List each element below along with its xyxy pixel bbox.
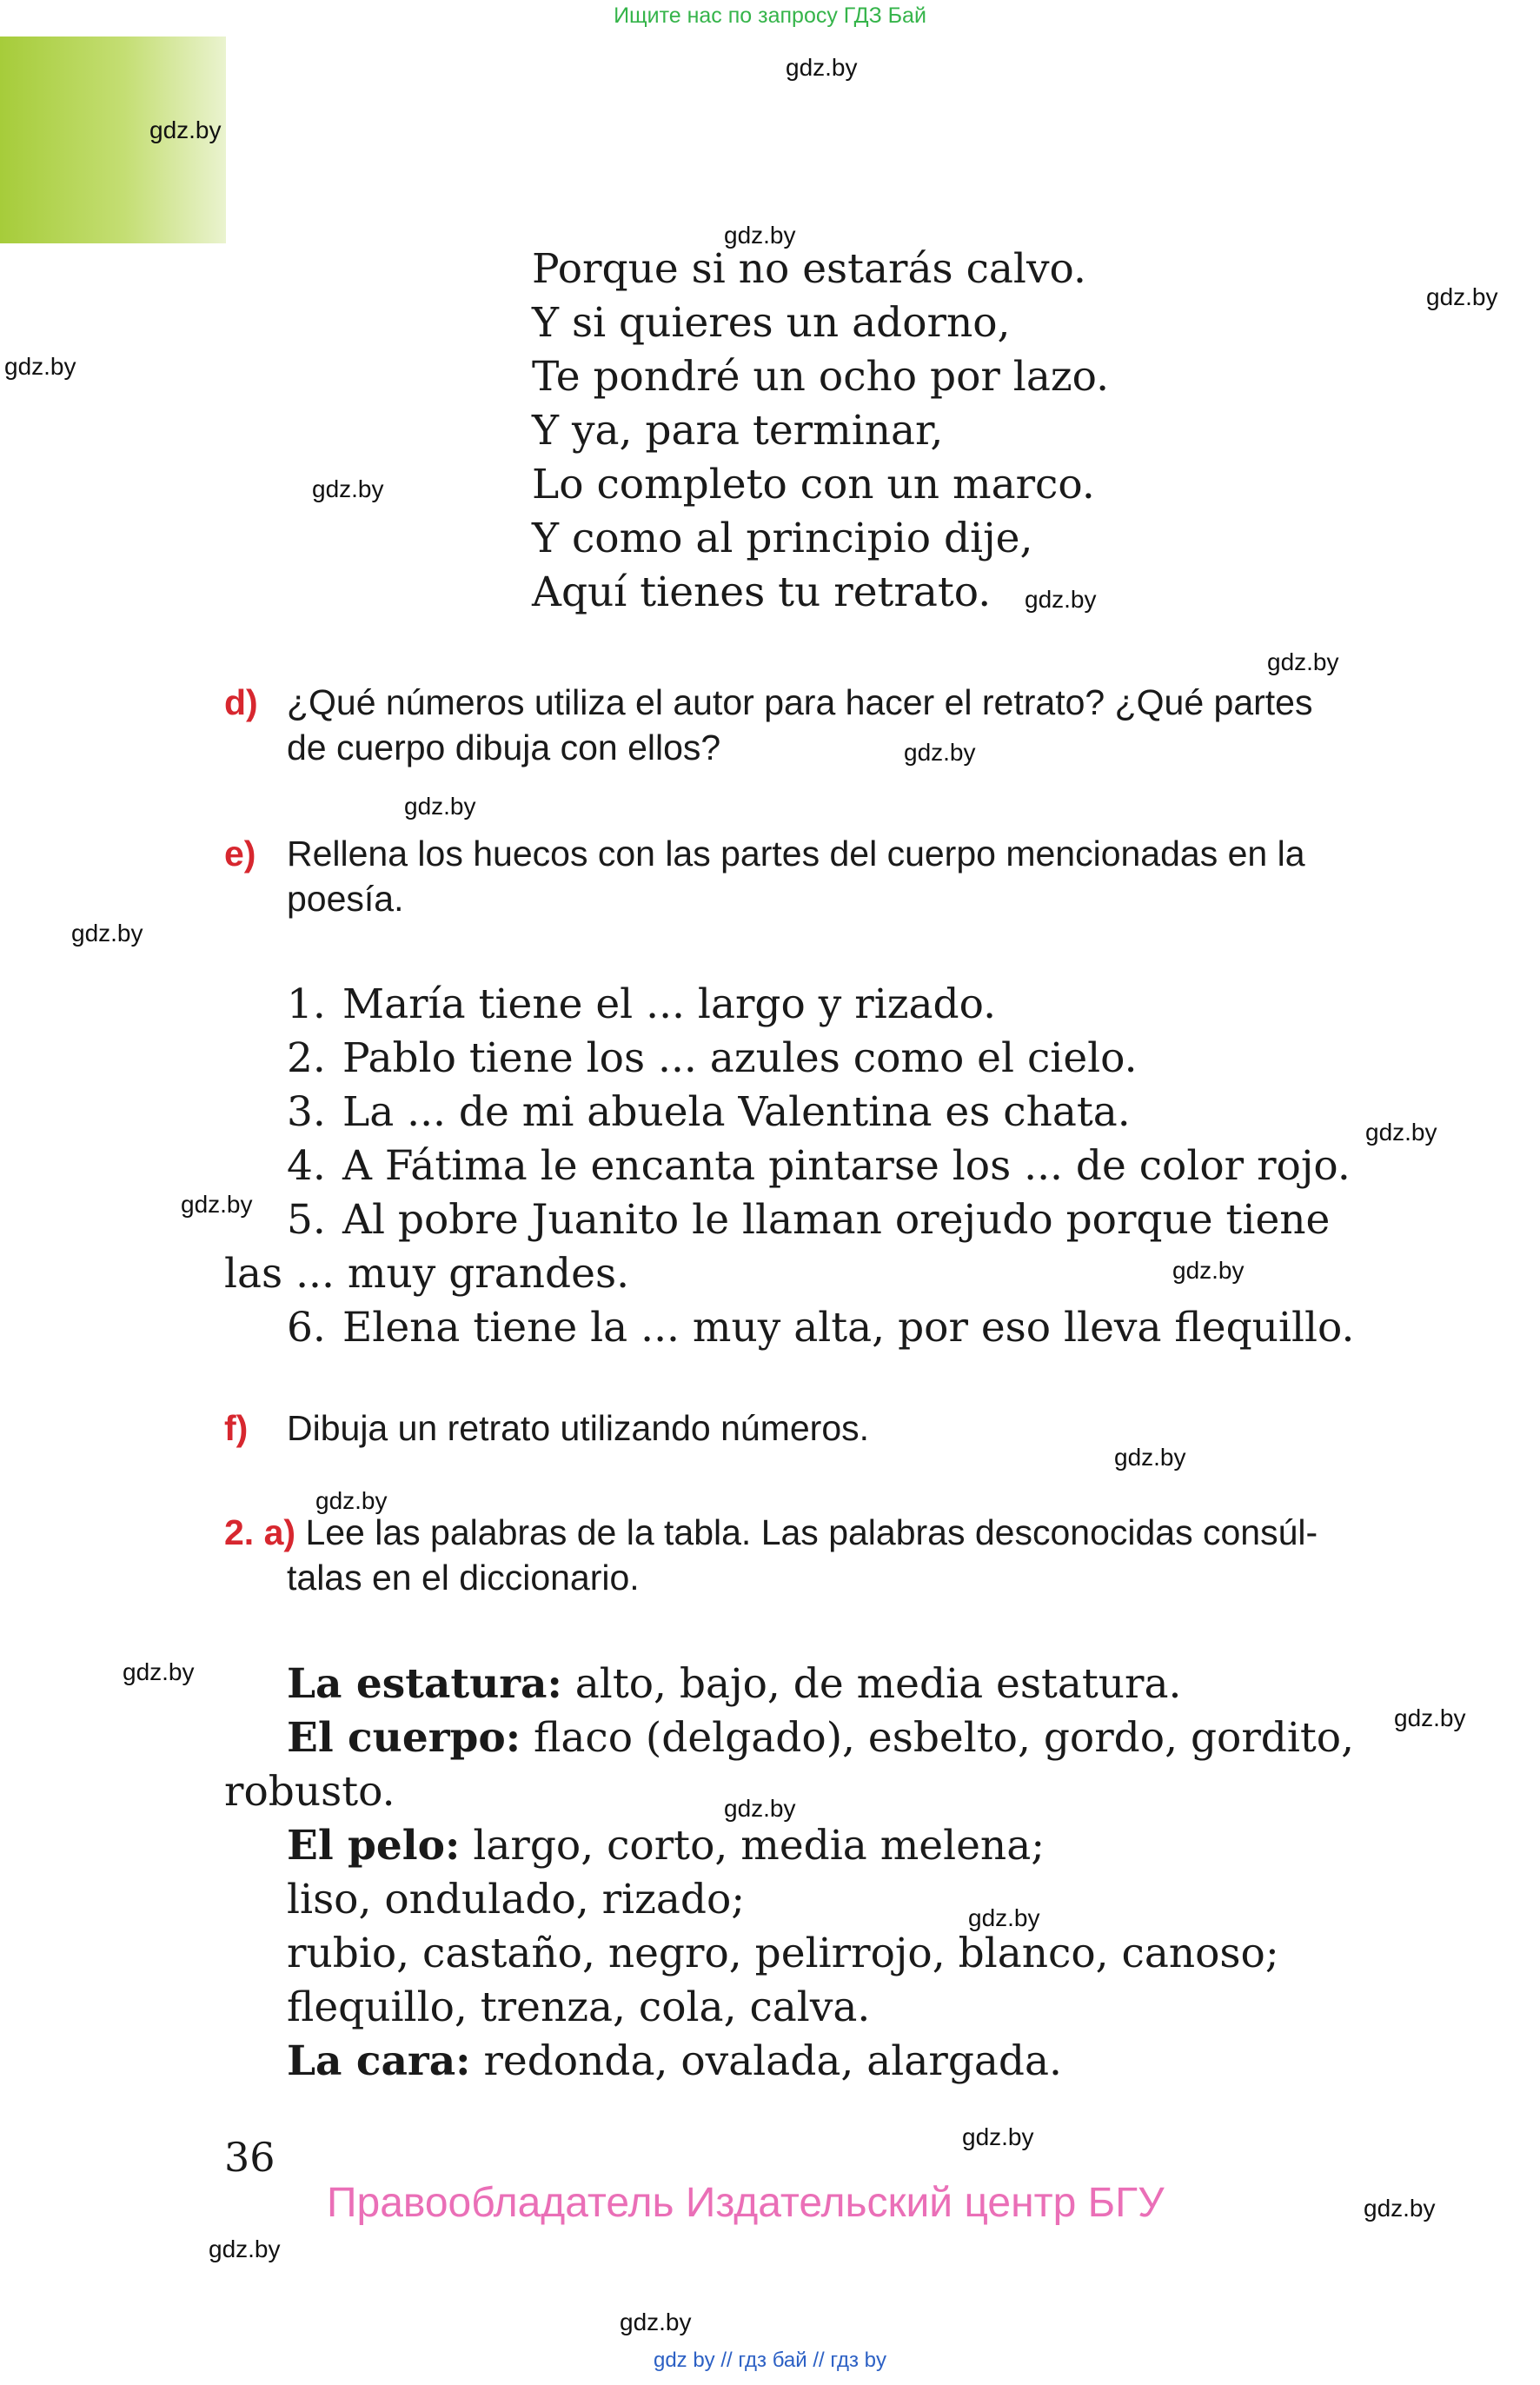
page-number: 36 xyxy=(224,2134,275,2181)
vocab-text: redonda, ovalada, alargada. xyxy=(470,2037,1062,2085)
watermark: gdz.by xyxy=(4,353,76,380)
watermark: gdz.by xyxy=(1025,586,1097,613)
poem-line: Aquí tienes tu retrato. xyxy=(532,568,992,616)
watermark: gdz.by xyxy=(724,1795,796,1822)
item-text: La ... de mi abuela Valentina es chata. xyxy=(342,1088,1131,1136)
watermark: gdz.by xyxy=(620,2309,692,2335)
watermark: gdz.by xyxy=(149,116,222,143)
poem-line: Y si quieres un adorno, xyxy=(532,299,1011,347)
item-text: María tiene el ... largo y rizado. xyxy=(342,980,997,1028)
watermark: gdz.by xyxy=(209,2236,281,2262)
watermark: gdz.by xyxy=(1267,648,1339,675)
item-number: 1. xyxy=(287,980,326,1028)
rights-holder: Правообладатель Издательский центр БГУ xyxy=(327,2180,1165,2226)
list-item xyxy=(287,1032,1354,1086)
vocab-text: largo, corto, media melena; xyxy=(460,1822,1045,1870)
vocab-line xyxy=(287,2035,1354,2089)
item-number: 4. xyxy=(287,1142,326,1190)
task-label: e) xyxy=(224,834,256,874)
vocab-line: liso, ondulado, rizado; xyxy=(287,1876,746,1923)
watermark: gdz.by xyxy=(1114,1444,1186,1471)
vocab-text: alto, bajo, de media estatura. xyxy=(561,1660,1182,1708)
vocabulary xyxy=(224,1658,1355,2089)
item-number: 3. xyxy=(287,1088,326,1136)
watermark: gdz.by xyxy=(968,1904,1040,1931)
vocab-line: rubio, castaño, negro, pelirrojo, blanco, canoso; xyxy=(287,1930,1279,1977)
task-text: Lee las palabras de la tabla. Las palabras desconocidas consúl- xyxy=(305,1512,1318,1552)
task-label: d) xyxy=(224,682,258,722)
vocab-heading: La estatura: xyxy=(287,1660,562,1708)
watermark: gdz.by xyxy=(1426,283,1498,310)
task-d xyxy=(224,680,1441,775)
task-text xyxy=(287,680,1434,770)
watermark: gdz.by xyxy=(312,475,384,502)
item-text: Elena tiene la ... muy alta, por eso lleva flequillo. xyxy=(342,1304,1355,1352)
watermark: gdz.by xyxy=(181,1191,253,1218)
task-2a xyxy=(224,1510,1441,1600)
task-e xyxy=(224,831,1441,927)
watermark: gdz.by xyxy=(962,2123,1034,2150)
watermark: gdz.by xyxy=(404,793,476,820)
vocab-heading: La cara: xyxy=(287,2037,471,2085)
list-item xyxy=(287,978,1354,1032)
task-label: f) xyxy=(224,1408,249,1448)
top-banner[interactable]: Ищите нас по запросу ГДЗ Бай xyxy=(614,3,926,28)
list-item xyxy=(287,1139,1354,1193)
item-text: A Fátima le encanta pintarse los ... de color rojo. xyxy=(342,1142,1351,1190)
watermark: gdz.by xyxy=(315,1487,388,1514)
watermark: gdz.by xyxy=(786,54,858,81)
item-number: 6. xyxy=(287,1304,326,1352)
task-text: Dibuja un retrato utilizando números. xyxy=(287,1408,870,1448)
watermark: gdz.by xyxy=(1364,2195,1436,2222)
vocab-heading: El pelo: xyxy=(287,1822,461,1870)
poem-line: Porque si no estarás calvo. xyxy=(532,245,1086,293)
watermark: gdz.by xyxy=(1365,1119,1437,1146)
item-text: Pablo tiene los ... azules como el cielo. xyxy=(342,1034,1138,1082)
watermark: gdz.by xyxy=(1172,1257,1245,1284)
task-line xyxy=(224,1510,1441,1555)
vocab-line xyxy=(287,1819,1354,1873)
watermark: gdz.by xyxy=(724,222,796,249)
task-line: talas en el diccionario. xyxy=(287,1558,640,1598)
task-line: Rellena los huecos con las partes del cuerpo mencionadas en la xyxy=(287,834,1305,874)
poem-line: Y ya, para terminar, xyxy=(532,407,944,455)
poem-line: Y como al principio dije, xyxy=(532,515,1033,562)
task-line: de cuerpo dibuja con ellos? xyxy=(287,727,721,767)
task-text xyxy=(287,831,1434,921)
task-line: ¿Qué números utiliza el autor para hacer el retrato? ¿Qué partes xyxy=(287,682,1313,722)
sentence-list xyxy=(224,978,1355,1355)
watermark: gdz.by xyxy=(1394,1704,1466,1731)
item-number: 5. xyxy=(287,1196,326,1244)
list-item xyxy=(287,1193,1354,1247)
list-item-continuation: las ... muy grandes. xyxy=(224,1250,630,1298)
task-line: poesía. xyxy=(287,879,404,919)
poem-line: Te pondré un ocho por lazo. xyxy=(532,353,1110,401)
vocab-line xyxy=(287,1658,1354,1711)
vocab-text: flaco (delgado), esbelto, gordo, gordito, xyxy=(521,1714,1355,1762)
watermark: gdz.by xyxy=(904,739,976,766)
task-label: 2. a) xyxy=(224,1512,296,1552)
item-number: 2. xyxy=(287,1034,326,1082)
bottom-links[interactable]: gdz by // гдз бай // гдз by xyxy=(653,2348,887,2372)
vocab-continuation: robusto. xyxy=(224,1768,395,1816)
watermark: gdz.by xyxy=(123,1658,195,1685)
vocab-line xyxy=(287,1711,1354,1765)
vocab-line: flequillo, trenza, cola, calva. xyxy=(287,1983,871,2031)
poem xyxy=(532,242,1109,620)
vocab-heading: El cuerpo: xyxy=(287,1714,521,1762)
task-f xyxy=(224,1405,1441,1454)
item-text: Al pobre Juanito le llaman orejudo porque tiene xyxy=(342,1196,1331,1244)
list-item xyxy=(287,1086,1354,1139)
poem-line: Lo completo con un marco. xyxy=(532,461,1095,508)
list-item xyxy=(287,1301,1354,1355)
watermark: gdz.by xyxy=(71,920,143,947)
